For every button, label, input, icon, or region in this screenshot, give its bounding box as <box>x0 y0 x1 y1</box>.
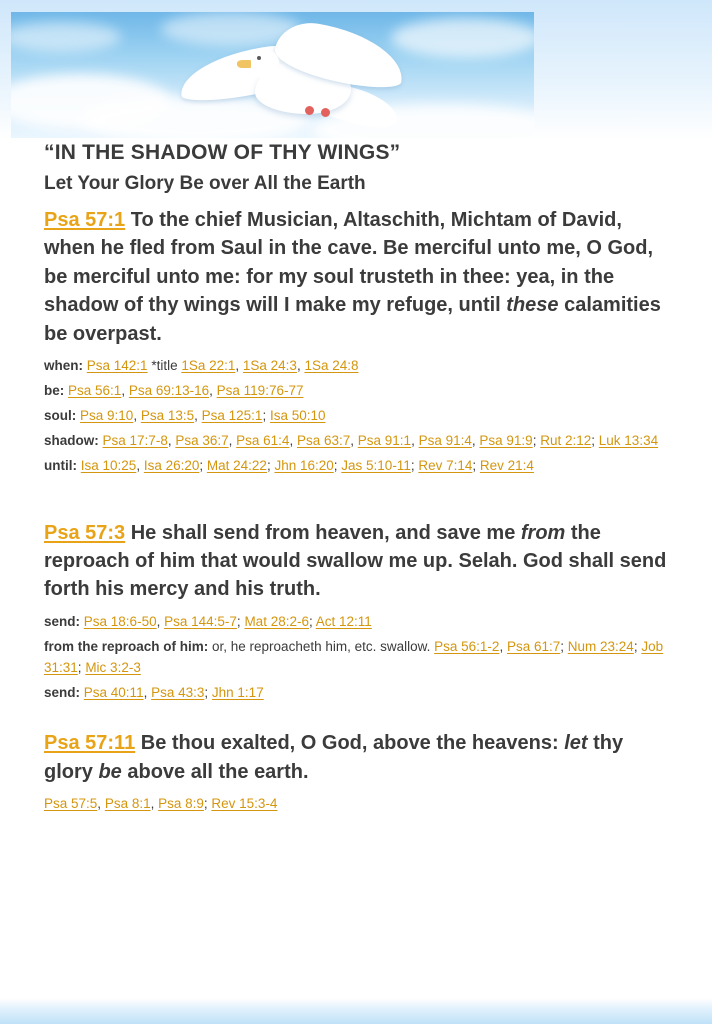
note-separator: *title <box>147 357 182 373</box>
note-separator: , <box>133 407 141 423</box>
note-label: send: <box>44 684 81 700</box>
scripture-link[interactable]: Rev 15:3-4 <box>211 796 278 812</box>
note-label: from the reproach of him: <box>44 638 209 654</box>
note-label: soul: <box>44 407 77 423</box>
verse-body-part: above all the earth. <box>121 760 309 783</box>
scripture-link[interactable]: Psa 43:3 <box>151 684 205 700</box>
dove-foot <box>321 108 330 117</box>
scripture-link[interactable]: Jhn 16:20 <box>274 457 334 473</box>
scripture-link[interactable]: Rev 7:14 <box>418 457 473 473</box>
section-spacer <box>44 481 672 519</box>
passage-block <box>44 519 672 704</box>
note-separator: ; <box>532 432 541 448</box>
note-line <box>44 381 672 402</box>
verse-body-part: the reproach of him that would swallow me up. Selah. God shall send forth his mercy and his truth. <box>44 521 667 601</box>
scripture-link[interactable]: Psa 61:4 <box>236 432 290 448</box>
verse-text <box>44 206 672 348</box>
note-label: shadow: <box>44 432 99 448</box>
note-separator: ; <box>472 457 480 473</box>
note-label: send: <box>44 613 81 629</box>
note-line <box>44 431 672 452</box>
verse-body-part: Be thou exalted, O God, above the heavens: <box>135 732 565 755</box>
verse-body-italic: be <box>98 760 122 783</box>
scripture-link[interactable]: Luk 13:34 <box>598 432 659 448</box>
note-line <box>44 612 672 633</box>
scripture-link[interactable]: 1Sa 24:8 <box>304 357 359 373</box>
note-separator: ; <box>204 684 212 700</box>
scripture-link[interactable]: Psa 36:7 <box>175 432 229 448</box>
scripture-link[interactable]: Rev 21:4 <box>479 457 534 473</box>
scripture-link[interactable]: Psa 125:1 <box>201 407 263 423</box>
scripture-link[interactable]: Psa 9:10 <box>80 407 134 423</box>
scripture-link[interactable]: Psa 18:6-50 <box>83 613 157 629</box>
note-separator: ; <box>236 613 245 629</box>
verse-body-part: He shall send from heaven, and save me <box>125 521 521 544</box>
verse-reference[interactable]: Psa 57:3 <box>44 521 126 544</box>
note-separator: ; <box>633 638 642 654</box>
dove-banner-image <box>11 12 534 138</box>
scripture-link[interactable]: Jas 5:10-11 <box>341 457 411 473</box>
verse-body-italic: let <box>564 732 588 755</box>
note-separator: , <box>296 357 305 373</box>
note-line <box>44 683 672 704</box>
note-separator: , <box>289 432 297 448</box>
note-separator: ; <box>308 613 316 629</box>
cross-reference-notes <box>44 794 672 815</box>
scripture-link[interactable]: Psa 56:1 <box>68 382 122 398</box>
dove-beak <box>237 60 251 68</box>
scripture-link[interactable]: Psa 63:7 <box>296 432 351 448</box>
note-line <box>44 356 672 377</box>
cloud-shape <box>11 22 121 52</box>
note-separator: ; <box>560 638 568 654</box>
note-label: until: <box>44 457 77 473</box>
cross-reference-notes <box>44 612 672 704</box>
scripture-link[interactable]: Psa 40:11 <box>83 684 144 700</box>
note-separator: ; <box>333 457 342 473</box>
dove-foot <box>305 106 314 115</box>
verse-reference[interactable]: Psa 57:1 <box>44 209 126 231</box>
note-text: or, he reproacheth him, etc. swallow. <box>208 638 435 654</box>
note-separator: , <box>499 638 507 654</box>
page-subtitle: Let Your Glory Be over All the Earth <box>44 173 366 195</box>
scripture-link[interactable]: Mic 3:2-3 <box>85 659 141 675</box>
verse-body-part: calamities be overpast. <box>44 294 661 345</box>
scripture-link[interactable]: Jhn 1:17 <box>211 684 264 700</box>
scripture-link[interactable]: Psa 61:7 <box>506 638 561 654</box>
note-separator: , <box>156 613 165 629</box>
document-content <box>44 140 672 819</box>
note-separator: ; <box>203 796 212 812</box>
note-separator: , <box>150 796 159 812</box>
verse-body-part: thy glory <box>44 732 624 783</box>
scripture-link[interactable]: Rut 2:12 <box>540 432 592 448</box>
scripture-link[interactable]: Job 31:31 <box>44 638 664 675</box>
note-label: be: <box>44 382 65 398</box>
scripture-link[interactable]: Psa 17:7-8 <box>102 432 168 448</box>
scripture-link[interactable]: Psa 142:1 <box>86 357 148 373</box>
cross-reference-notes <box>44 356 672 477</box>
scripture-link[interactable]: Psa 57:5 <box>44 796 98 812</box>
scripture-link[interactable]: Psa 144:5-7 <box>164 613 237 629</box>
scripture-link[interactable]: Mat 28:2-6 <box>244 613 309 629</box>
scripture-link[interactable]: Psa 91:1 <box>357 432 412 448</box>
note-separator: , <box>143 684 152 700</box>
verse-text <box>44 519 672 604</box>
footer-sky-band <box>0 998 712 1024</box>
note-separator: , <box>167 432 176 448</box>
note-line <box>44 637 672 679</box>
scripture-link[interactable]: Psa 56:1-2 <box>434 638 500 654</box>
note-label: when: <box>44 357 83 373</box>
note-separator: , <box>97 796 105 812</box>
scripture-link[interactable]: Act 12:11 <box>315 613 372 629</box>
scripture-link[interactable]: Psa 69:13-16 <box>128 382 210 398</box>
dove-icon <box>179 20 409 132</box>
scripture-link[interactable]: Isa 50:10 <box>269 407 326 423</box>
scripture-link[interactable]: Psa 8:9 <box>158 796 204 812</box>
scripture-link[interactable]: 1Sa 22:1 <box>181 357 236 373</box>
note-separator: ; <box>262 407 270 423</box>
note-line <box>44 456 672 477</box>
note-separator: , <box>209 382 217 398</box>
cloud-shape <box>391 18 534 58</box>
passage-block <box>44 206 672 477</box>
note-separator: , <box>350 432 358 448</box>
note-separator: ; <box>77 659 86 675</box>
note-separator: ; <box>410 457 419 473</box>
note-separator: ; <box>199 457 207 473</box>
scripture-link[interactable]: Psa 91:9 <box>479 432 533 448</box>
verse-body-italic: these <box>506 294 559 317</box>
dove-eye <box>257 56 261 60</box>
note-separator: , <box>136 457 144 473</box>
note-line <box>44 406 672 427</box>
note-separator: , <box>235 357 243 373</box>
note-separator: , <box>121 382 129 398</box>
note-separator: , <box>471 432 480 448</box>
scripture-link[interactable]: Psa 91:4 <box>418 432 472 448</box>
verse-text <box>44 729 672 786</box>
note-separator: ; <box>591 432 599 448</box>
note-separator: ; <box>266 457 275 473</box>
scripture-link[interactable]: Psa 8:1 <box>104 796 151 812</box>
scripture-link[interactable]: Num 23:24 <box>567 638 634 654</box>
scripture-link[interactable]: Isa 26:20 <box>143 457 200 473</box>
note-line <box>44 794 672 815</box>
verse-reference[interactable]: Psa 57:11 <box>44 732 136 755</box>
note-separator: , <box>194 407 202 423</box>
scripture-link[interactable]: Psa 13:5 <box>140 407 195 423</box>
scripture-link[interactable]: Psa 119:76-77 <box>216 382 304 398</box>
section-spacer <box>44 707 672 729</box>
scripture-link[interactable]: 1Sa 24:3 <box>242 357 297 373</box>
note-separator: , <box>411 432 419 448</box>
page-title: “IN THE SHADOW OF THY WINGS” <box>44 141 401 164</box>
passage-block <box>44 729 672 815</box>
scripture-link[interactable]: Isa 10:25 <box>80 457 137 473</box>
verse-body-part: To the chief Musician, Altaschith, Michtam of David, when he fled from Saul in the cave. Be merciful unto me, O God, be merciful unto me: for my soul trusteth in thee: yea, in the shadow of thy wings will I make my refuge, until <box>44 209 653 317</box>
note-separator: , <box>228 432 237 448</box>
scripture-link[interactable]: Mat 24:22 <box>206 457 267 473</box>
verse-body-italic: from <box>520 521 566 544</box>
